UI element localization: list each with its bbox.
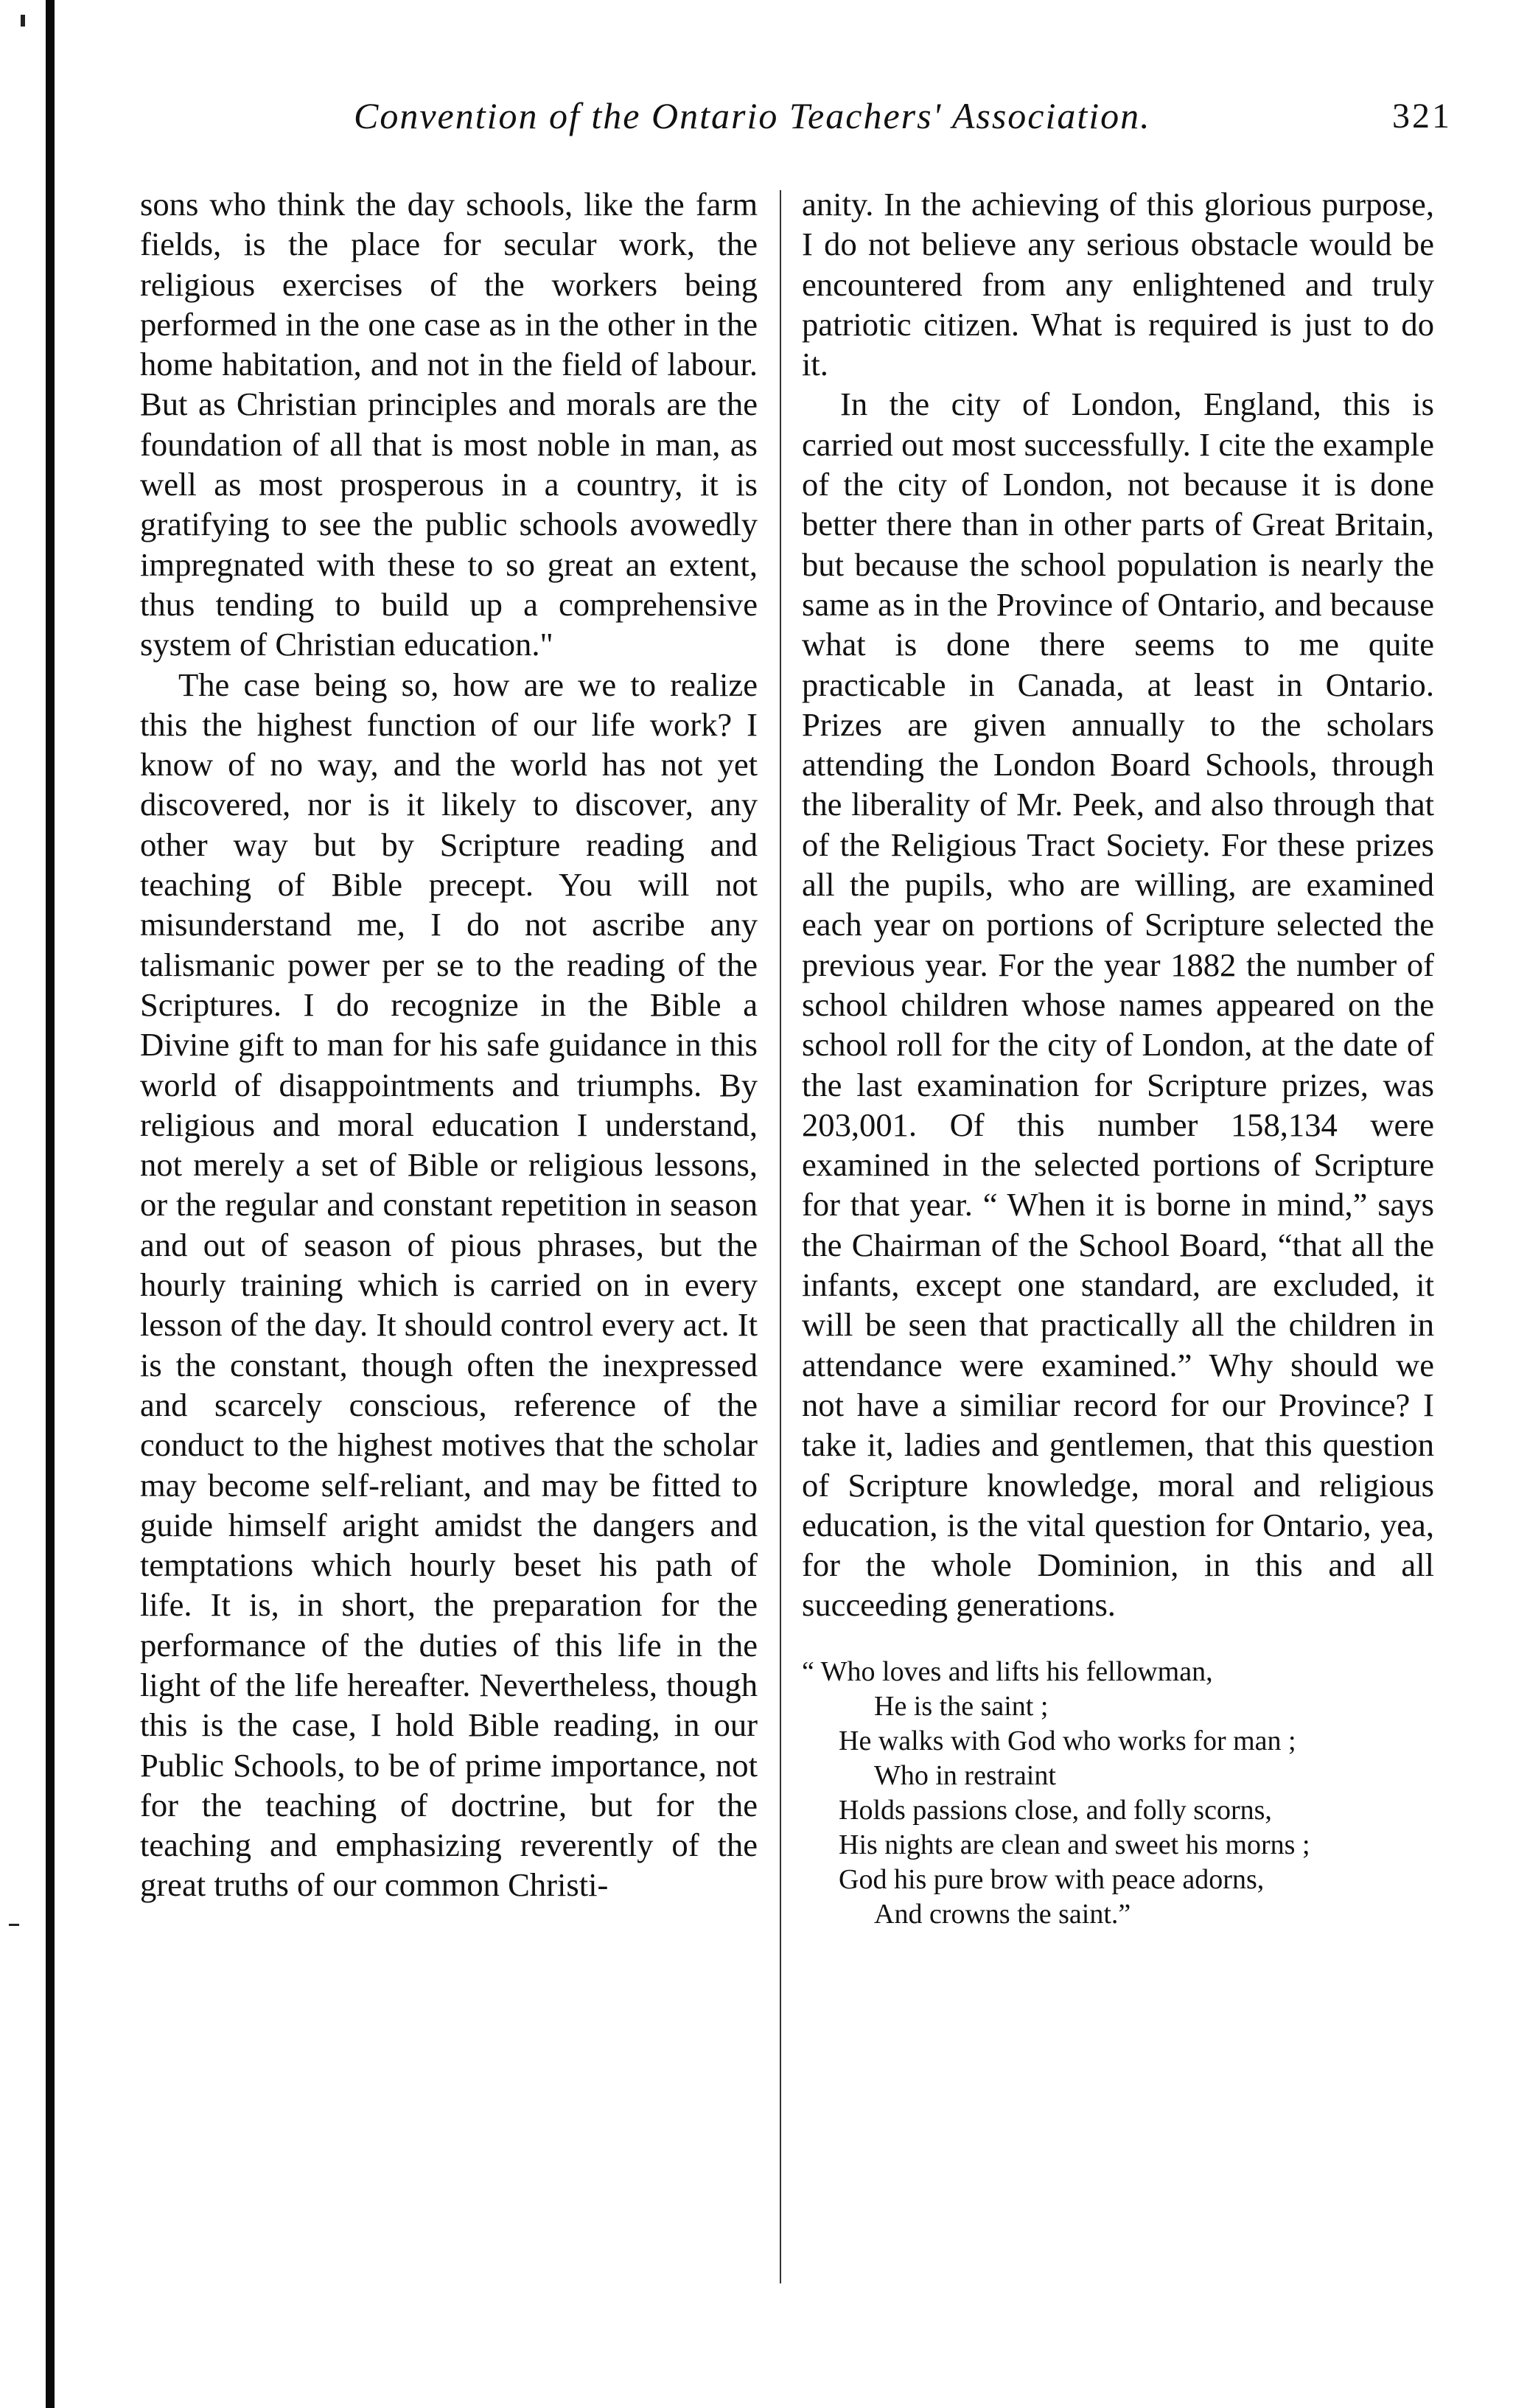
paragraph: sons who think the day schools, like the farm fields, is the place for secular work, the religious exercises of the workers being performed in the one case as in the other in the home habitation, and not in the field of labour. But as Christian principles and morals are the foundation of all that is most noble in man, as well as most prosperous in a country, it is gratifying to see the public schools avowedly impregnated with these to so great an extent, thus tending to build up a comprehensive system of Christian education." bbox=[140, 186, 758, 663]
poem-line: God his pure brow with peace adorns, bbox=[839, 1863, 1265, 1895]
poem-quote bbox=[802, 1655, 1434, 1932]
poem-line: He walks with God who works for man ; bbox=[839, 1725, 1296, 1756]
paragraph: In the city of London, England, this is carried out most successfully. I cite the example of the city of London, not because it is done better there than in other parts of Great Britain, but because the school population is nearly the same as in the Province of Ontario, and because what is done there seems to me quite practicable in Canada, at least in Ontario. Prizes are given annually to the scholars attending the London Board Schools, through the liberality of Mr. Peek, and also through that of the Religious Tract Society. For these prizes all the pupils, who are willing, are examined each year on portions of Scripture selected the previous year. For the year 1882 the number of school children whose names appeared on the school roll for the city of London, at the date of the last examination for Scripture prizes, was 203,001. Of this number 158,134 were examined in the selected portions of Scripture for that year. “ When it is borne in mind,” says the Chairman of the School Board, “that all the infants, except one standard, are excluded, it will be seen that practically all the children in attendance were examined.” Why should we not have a similiar record for our Province? I take it, ladies and gentlemen, that this question of Scripture knowledge, moral and religious education, is the vital question for Ontario, yea, for the whole Dominion, in this and all succeeding generations. bbox=[802, 385, 1434, 1624]
running-head: Convention of the Ontario Teachers' Association. bbox=[354, 95, 1151, 136]
poem-line: And crowns the saint.” bbox=[874, 1898, 1131, 1930]
page-header bbox=[140, 94, 1452, 153]
poem-line: Who in restraint bbox=[874, 1759, 1056, 1791]
column-divider bbox=[780, 190, 781, 2283]
page-binding-edge bbox=[46, 0, 55, 2408]
poem-line: Holds passions close, and folly scorns, bbox=[839, 1794, 1272, 1826]
page-number: 321 bbox=[1392, 97, 1452, 136]
poem-line: He is the saint ; bbox=[874, 1690, 1049, 1722]
poem-line: His nights are clean and sweet his morns ; bbox=[839, 1829, 1310, 1860]
scan-mark bbox=[9, 1924, 19, 1926]
left-column bbox=[140, 184, 758, 1905]
scan-mark bbox=[21, 15, 25, 27]
paragraph: anity. In the achieving of this glorious purpose, I do not believe any serious obstacle would be encountered from any enlightened and truly patriotic citizen. What is required is just to do it. bbox=[802, 186, 1434, 383]
poem-line: “ Who loves and lifts his fellowman, bbox=[802, 1655, 1213, 1687]
right-column bbox=[802, 184, 1434, 1932]
paragraph: The case being so, how are we to realize this the highest function of our life work? I know of no way, and the world has not yet discovered, nor is it likely to discover, any other way but by Scripture reading and teaching of Bible precept. You will not misunderstand me, I do not ascribe any talismanic power per se to the reading of the Scriptures. I do recognize in the Bible a Divine gift to man for his safe guidance in this world of disappointments and triumphs. By religious and moral education I understand, not merely a set of Bible or religious lessons, or the regular and constant repetition in season and out of season of pious phrases, but the hourly training which is carried on in every lesson of the day. It should control every act. It is the constant, though often the inexpressed and scarcely conscious, reference of the conduct to the highest motives that the scholar may become self-reliant, and may be fitted to guide himself aright amidst the dangers and temptations which hourly beset his path of life. It is, in short, the preparation for the performance of the duties of this life in the light of the life hereafter. Nevertheless, though this is the case, I hold Bible reading, in our Public Schools, to be of prime importance, not for the teaching of doctrine, but for the teaching and emphasizing reverently of the great truths of our common Christi- bbox=[140, 666, 758, 1904]
